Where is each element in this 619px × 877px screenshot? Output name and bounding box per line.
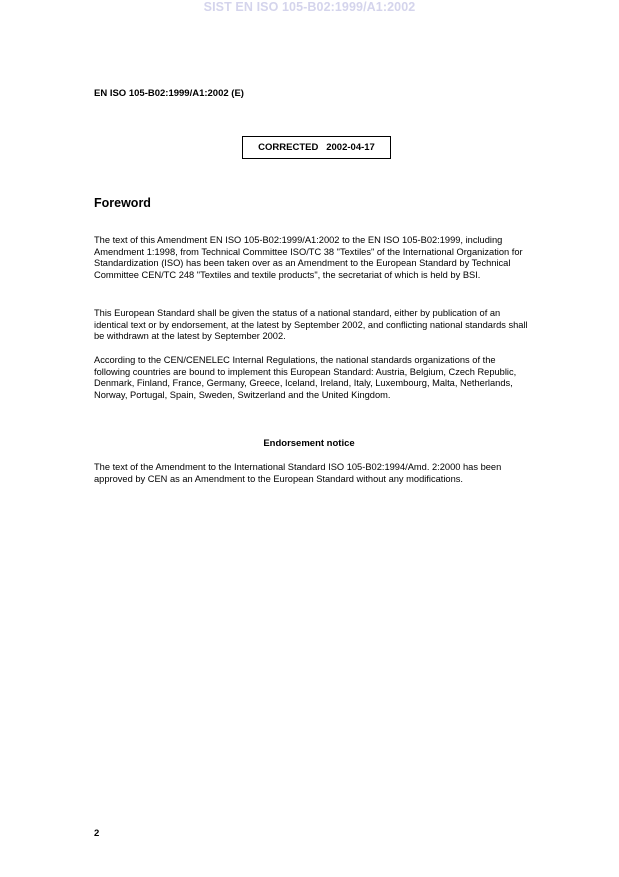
foreword-paragraph-2: This European Standard shall be given the status of a national standard, either by publication of an identical text or by endorsement, at the latest by September 2002, and conflicting national standards shall be withdrawn at the latest by September 2002.	[94, 308, 528, 342]
foreword-paragraph-3: According to the CEN/CENELEC Internal Regulations, the national standards organizations of the following countries are bound to implement this European Standard: Austria, Belgium, Czech Republic, Denmark, Finland, France, Germany, Greece, Iceland, Ireland, Italy, Luxembourg, Malta, Netherlands, Norway, Portugal, Spain, Sweden, Switzerland and the United Kingdom.	[94, 355, 517, 400]
page-number: 2	[94, 828, 100, 839]
corrected-stamp: CORRECTED 2002-04-17	[242, 136, 391, 159]
foreword-paragraph-1: The text of this Amendment EN ISO 105-B02:1999/A1:2002 to the EN ISO 105-B02:1999, including Amendment 1:1998, from Technical Committee ISO/TC 38 "Textiles" of the International Organization for Standardization (ISO) has been taken over as an Amendment to the European Standard by Technical Committee CEN/TC 248 "Textiles and textile products", the secretariat of which is held by BSI.	[94, 235, 523, 280]
endorsement-paragraph: The text of the Amendment to the International Standard ISO 105-B02:1994/Amd. 2:2000 has been approved by CEN as an Amendment to the European Standard without any modifications.	[94, 462, 502, 484]
endorsement-heading: Endorsement notice	[263, 438, 355, 449]
foreword-heading: Foreword	[94, 196, 151, 210]
watermark: SIST EN ISO 105-B02:1999/A1:2002	[203, 0, 416, 14]
document-identifier: EN ISO 105-B02:1999/A1:2002 (E)	[94, 88, 244, 99]
